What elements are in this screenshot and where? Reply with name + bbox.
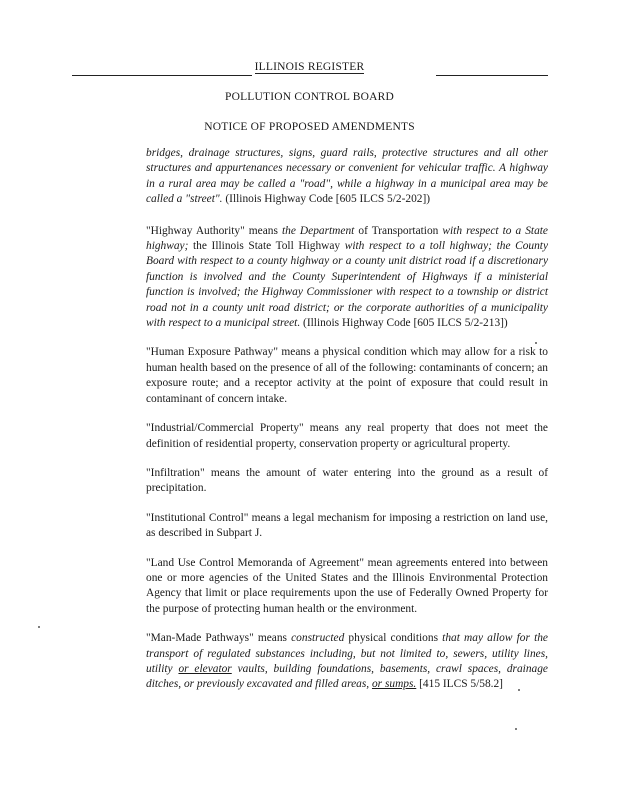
definition-highway-authority [146, 224, 548, 332]
definition-text-segment: or elevator [178, 662, 232, 675]
definition-text-segment: of Transportation [354, 224, 443, 237]
definition-text-segment: "Highway Authority" means [146, 224, 282, 237]
definition-text-segment: that may allow for the transport of regulated substances including, but not limited to, sewers, utility lines, utility [146, 632, 548, 675]
register-title [0, 61, 619, 73]
definition-text-segment: (Illinois Highway Code [605 ILCS 5/2-213]) [300, 317, 508, 330]
definition-human-exposure-pathway [146, 345, 548, 407]
definition-road [146, 146, 548, 208]
definition-text-segment: [415 ILCS 5/58.2] [416, 678, 503, 691]
register-title-text: ILLINOIS REGISTER [254, 61, 365, 73]
definition-text-segment: the Department [281, 224, 355, 237]
definition-text-segment: "Infiltration" means the amount of water entering into the ground as a result of precipitation. [146, 466, 548, 495]
definition-text-segment: constructed [291, 632, 345, 645]
definition-text-segment: vaults, building foundations, basements, crawl spaces, drainage ditches, or previously excavated and filled areas, [146, 662, 548, 691]
notice-title: NOTICE OF PROPOSED AMENDMENTS [204, 121, 415, 133]
scan-speck [38, 626, 40, 628]
scan-speck [515, 728, 517, 730]
definition-text-segment: (Illinois Highway Code [605 ILCS 5/2-202]) [222, 193, 431, 206]
scan-speck [535, 342, 537, 344]
definition-text-segment: with respect to a State highway; [146, 224, 548, 253]
definition-institutional-control [146, 511, 548, 542]
definition-text-segment: or sumps. [371, 678, 417, 691]
definition-text-segment: "Institutional Control" means a legal mechanism for imposing a restriction on land use, as described in Subpart J. [146, 511, 548, 540]
board-title: POLLUTION CONTROL BOARD [224, 91, 394, 103]
definition-text-segment: with respect to a toll highway; the County Board with respect to a county highway or a county unit district road if a discretionary function is involved and the County Superintendent of Highways if a ministerial function is involved; the Highway Commissioner with respect to a township or district road not in a county unit road district; or the corporate authorities of a municipality with respect to a municipal street. [146, 240, 548, 330]
definition-text-segment: physical conditions [344, 632, 443, 645]
definition-text-segment: "Industrial/Commercial Property" means any real property that does not meet the definition of residential property, conservation property or agricultural property. [146, 422, 548, 450]
definition-text-segment: "Land Use Control Memoranda of Agreement" mean agreements entered into between one or more agencies of the United States and the Illinois Environmental Protection Agency that limit or place requirements upon the use of Federally Owned Property for the purpose of protecting human health or the environment. [146, 556, 548, 615]
definition-man-made-pathways [146, 631, 548, 693]
definition-text-segment: the Illinois State Toll Highway [188, 240, 345, 253]
definitions-body [146, 146, 548, 707]
definition-text-segment: "Man-Made Pathways" means [146, 632, 292, 645]
definition-text-segment: bridges, drainage structures, signs, guard rails, protective structures and all other structures and appurtenances necessary or convenient for vehicular traffic. A highway in a rural area may be called a "road", while a highway in a municipal area may be called a "street". [146, 147, 548, 206]
definition-land-use-control-memoranda [146, 556, 548, 618]
header-rule-left [72, 75, 252, 76]
definition-text-segment: "Human Exposure Pathway" means a physical condition which may allow for a risk to human health based on the presence of all of the following: contaminants of concern; an exposure route; and a receptor activity at the point of exposure that could result in contaminant of concern intake. [146, 346, 548, 405]
scan-speck [518, 689, 520, 691]
header-rule-right [436, 75, 548, 76]
definition-industrial-commercial-property [146, 421, 548, 452]
definition-infiltration [146, 466, 548, 497]
